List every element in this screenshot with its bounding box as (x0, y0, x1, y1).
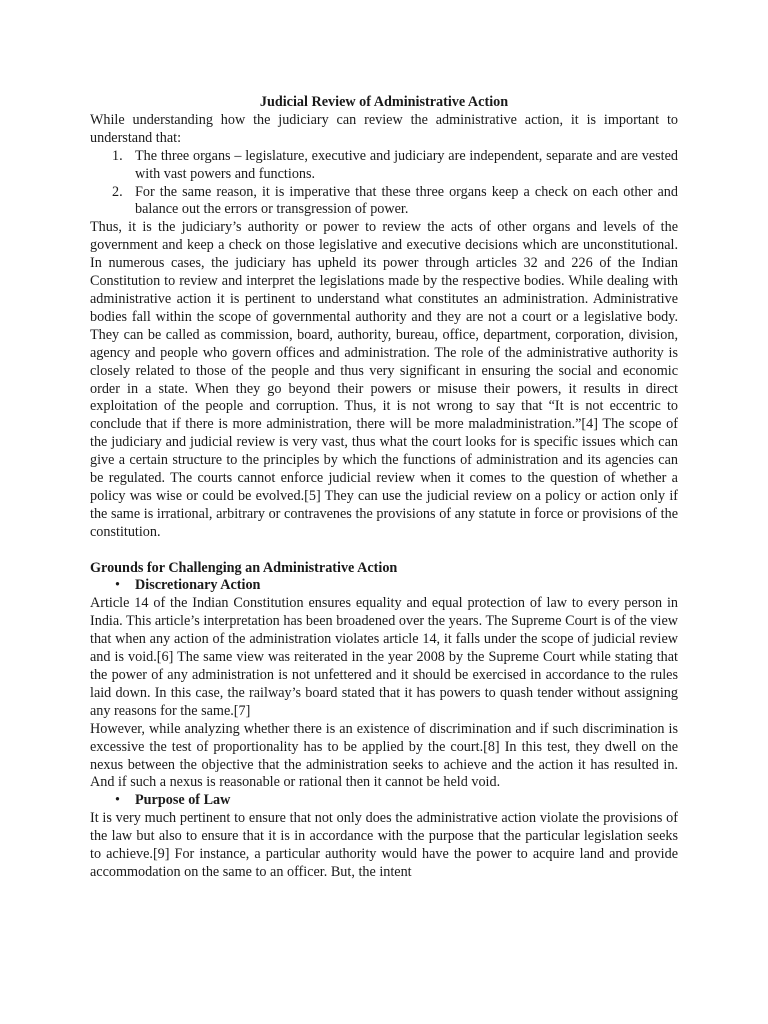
body-paragraph-4: It is very much pertinent to ensure that not only does the administrative action violate the provisions of the law but also to ensure that it is in accordance with the purpose that the particular legislation seeks to achieve.[9] For instance, a particular authority would have the power to acquire land and provide accommodation on the same to an officer. But, the intent (90, 810, 678, 880)
intro-paragraph: While understanding how the judiciary can review the administrative action, it is important to understand that: (90, 111, 678, 146)
list-item (90, 184, 678, 220)
body-paragraph-1: Thus, it is the judiciary’s authority or power to review the acts of other organs and levels of the government and keep a check on those legislative and executive decisions which are unconstitutional. In numerous cases, the judiciary has upheld its power through articles 32 and 226 of the Indian Constitution to review and interpret the legislations made by the respective bodies. While dealing with administrative action it is pertinent to understand what constitutes an administration. Administrative bodies fall within the scope of governmental authority and they are not a court or a legislative body. They can be called as commission, board, authority, bureau, office, department, corporation, division, agency and people who govern offices and administration. The role of the administrative authority is closely related to those of the people and thus very significant in ensuring the social and economic order in a state. When they go beyond their powers or misuse their powers, it results in direct exploitation of the people and corruption. Thus, it is not wrong to say that “It is not eccentric to conclude that if there is more administration, there will be more maladministration.”[4] The scope of the judiciary and judicial review is very vast, thus what the court looks for is specific issues which can give a certain structure to the principles by which the functions of administration and its agencies can be regulated. The courts cannot enforce judicial review when it comes to the question of whether a policy was wise or could be evolved.[5] They can use the judicial review on a policy or action only if the same is irrational, arbitrary or contravenes the provisions of any statute in force or provisions of the constitution. (90, 219, 678, 540)
list-item-text: The three organs – legislature, executive and judiciary are independent, separate and are vested with vast powers and functions. (135, 147, 678, 182)
body-paragraph-3: However, while analyzing whether there is an existence of discrimination and if such discrimination is excessive the test of proportionality has to be applied by the court.[8] In this test, they dwell on the nexus between the objective that the administration seeks to achieve and the action it has resulted in. And if such a nexus is reasonable or rational then it cannot be held void. (90, 720, 678, 791)
bullet-label: Discretionary Action (135, 577, 261, 594)
document-title: Judicial Review of Administrative Action (259, 94, 509, 110)
bullet-dot-icon: • (115, 792, 120, 809)
list-item (90, 148, 678, 184)
numbered-list (90, 148, 678, 220)
list-item-number: 2. (112, 183, 123, 200)
section-heading-grounds: Grounds for Challenging an Administrative Action (90, 559, 398, 576)
body-paragraph-2: Article 14 of the Indian Constitution ensures equality and equal protection of law to every person in India. This article’s interpretation has been broadened over the years. The Supreme Court is of the view that when any action of the administration violates article 14, it falls under the scope of judicial review and is void.[6] The same view was reiterated in the year 2008 by the Supreme Court while stating that the power of any administration is not unfettered and it should be exercised in accordance to the rules laid down. In this case, the railway’s board stated that it has powers to quash tender without assigning any reasons for the same.[7] (90, 595, 678, 719)
bullet-dot-icon: • (115, 577, 120, 594)
list-item-number: 1. (112, 147, 123, 164)
bullet-purpose-of-law (90, 792, 678, 810)
list-item-text: For the same reason, it is imperative that these three organs keep a check on each other and balance out the errors or transgression of power. (135, 183, 678, 218)
bullet-discretionary-action (90, 577, 678, 595)
bullet-label: Purpose of Law (135, 792, 231, 809)
